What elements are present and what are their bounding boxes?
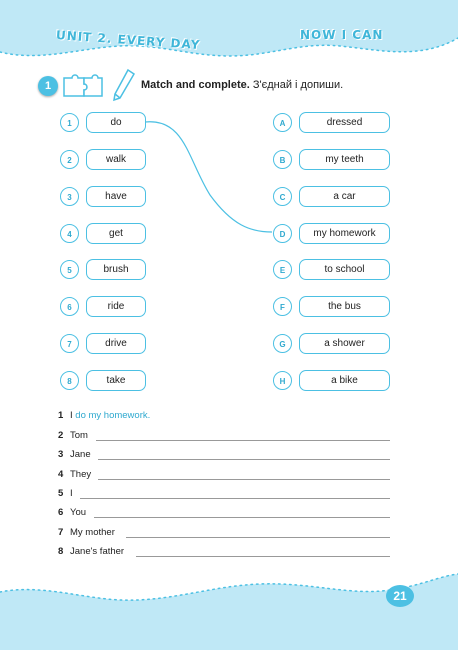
right-item-g[interactable]: a shower [299,333,390,354]
right-letter-c: C [273,187,292,206]
right-letter-d: D [273,224,292,243]
answer-line-6[interactable] [94,517,390,518]
sentence-number: 7 [58,527,64,538]
sentence-5 [58,487,73,501]
unit-title: UNIT 2. EVERY DAY [55,28,201,53]
right-item-a[interactable]: dressed [299,112,390,133]
right-letter-b: B [273,150,292,169]
left-item-4[interactable]: get [86,223,146,244]
page-number: 21 [386,585,414,607]
left-item-1[interactable]: do [86,112,146,133]
sentence-subject: Tom [70,430,88,441]
right-letter-e: E [273,260,292,279]
sentence-subject: I [70,488,73,499]
sentence-number: 1 [58,410,64,421]
sentence-number: 3 [58,449,64,460]
left-number-1: 1 [60,113,79,132]
right-item-f[interactable]: the bus [299,296,390,317]
sentence-2 [58,429,88,443]
right-letter-g: G [273,334,292,353]
left-number-6: 6 [60,297,79,316]
left-item-7[interactable]: drive [86,333,146,354]
left-item-6[interactable]: ride [86,296,146,317]
sentence-number: 8 [58,546,64,557]
left-item-3[interactable]: have [86,186,146,207]
right-item-e[interactable]: to school [299,259,390,280]
footer-wave [0,568,458,650]
left-item-8[interactable]: take [86,370,146,391]
left-number-3: 3 [60,187,79,206]
sentence-3 [58,448,91,462]
left-number-8: 8 [60,371,79,390]
sentence-number: 4 [58,469,64,480]
left-number-2: 2 [60,150,79,169]
sentence-subject: Jane's father [70,546,125,557]
answer-line-5[interactable] [80,498,390,499]
right-letter-f: F [273,297,292,316]
right-item-d[interactable]: my homework [299,223,390,244]
answer-line-4[interactable] [98,479,390,480]
left-item-5[interactable]: brush [86,259,146,280]
sentence-answer: do my homework. [75,410,151,421]
sentence-subject: You [70,507,87,518]
right-item-h[interactable]: a bike [299,370,390,391]
instruction-english: Match and complete. [141,79,250,91]
sentence-subject: They [70,469,92,480]
sentence-1 [58,409,150,423]
sentence-number: 6 [58,507,64,518]
sentence-4 [58,468,91,482]
sentence-subject: I [70,410,73,421]
sentence-subject: Jane [70,449,91,460]
left-number-7: 7 [60,334,79,353]
answer-line-7[interactable] [126,537,390,538]
sentence-number: 5 [58,488,64,499]
sentence-7 [58,526,115,540]
answer-line-3[interactable] [98,459,390,460]
left-item-2[interactable]: walk [86,149,146,170]
right-letter-a: A [273,113,292,132]
left-number-5: 5 [60,260,79,279]
exercise-number-badge: 1 [38,76,58,96]
answer-line-2[interactable] [96,440,390,441]
right-item-c[interactable]: a car [299,186,390,207]
section-title: NOW I CAN [300,28,384,42]
sentence-6 [58,506,86,520]
sentence-subject: My mother [70,527,115,538]
instruction-ukrainian: З'єднай і допиши. [252,79,344,91]
sentence-8 [58,545,124,559]
right-letter-h: H [273,371,292,390]
right-item-b[interactable]: my teeth [299,149,390,170]
sentence-number: 2 [58,430,64,441]
answer-line-8[interactable] [136,556,390,557]
left-number-4: 4 [60,224,79,243]
